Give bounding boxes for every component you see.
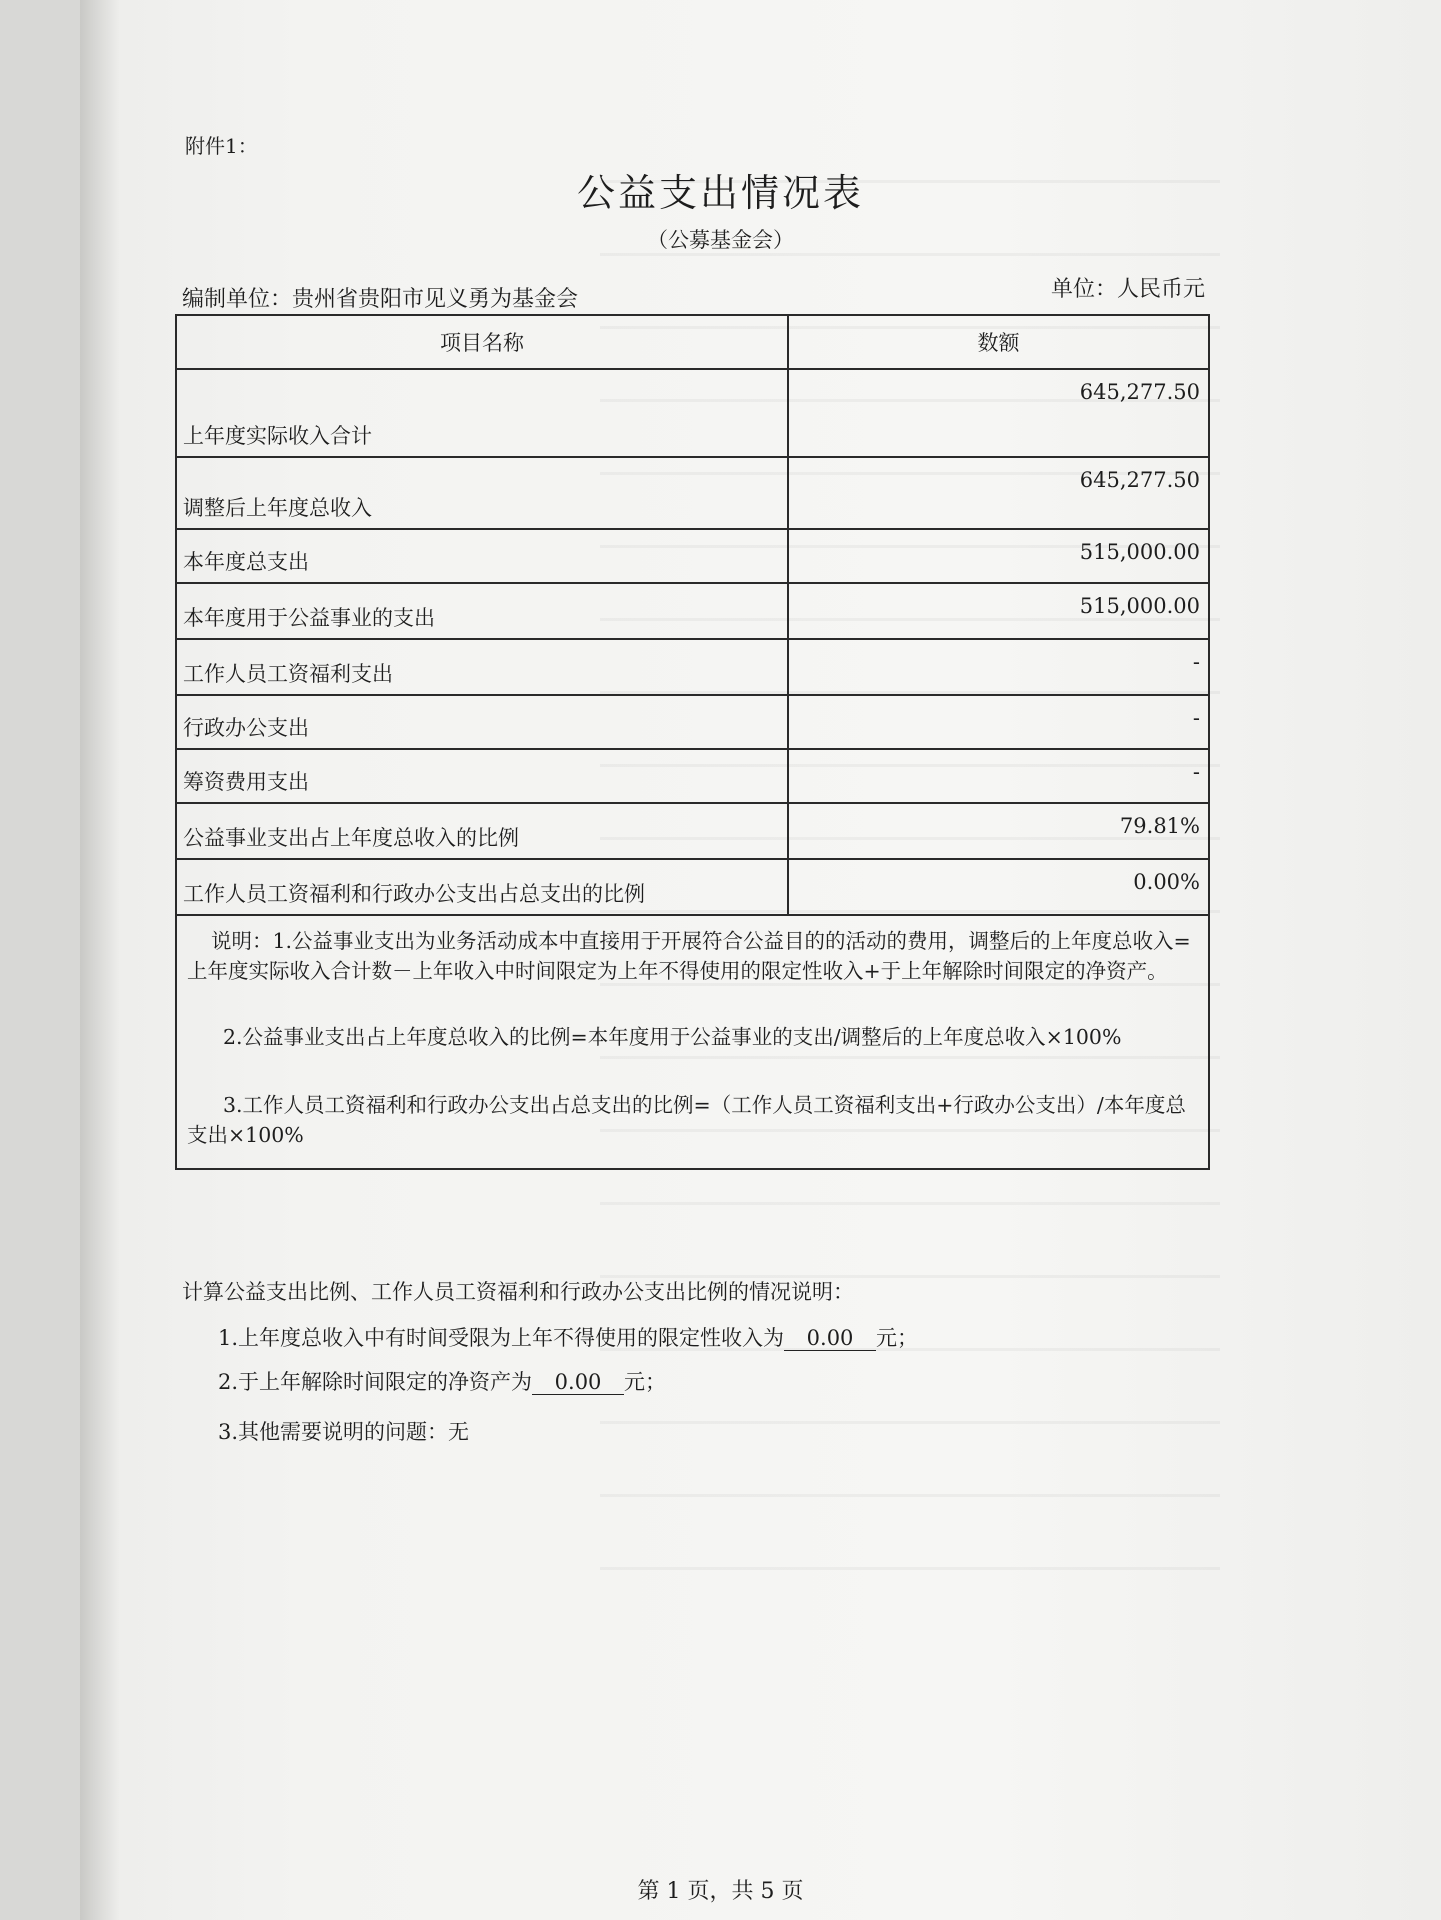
row-label: 调整后上年度总收入: [176, 457, 788, 529]
page-title: 公益支出情况表: [576, 171, 864, 215]
currency-unit-line: 单位：人民币元: [1050, 277, 1205, 302]
row-label: 本年度总支出: [176, 529, 788, 583]
row-value: 645,277.50: [788, 457, 1209, 529]
row-label: 工作人员工资福利和行政办公支出占总支出的比例: [176, 859, 788, 915]
calc-item-1: [218, 1322, 918, 1352]
header-amount: 数额: [788, 315, 1209, 369]
table-row: [176, 457, 1209, 529]
table-row: [176, 803, 1209, 859]
row-value: 645,277.50: [788, 369, 1209, 457]
row-value: 515,000.00: [788, 583, 1209, 639]
table-header-row: [176, 315, 1209, 369]
expenditure-table: [175, 314, 1210, 1170]
calc-item-2-prefix: 2.于上年解除时间限定的净资产为: [218, 1370, 533, 1394]
notes-row: [176, 915, 1209, 1169]
table-row: [176, 583, 1209, 639]
row-label: 公益事业支出占上年度总收入的比例: [176, 803, 788, 859]
row-value: 515,000.00: [788, 529, 1209, 583]
notes-cell: [176, 915, 1209, 1169]
calc-item-1-value: 0.00: [784, 1326, 876, 1351]
row-value: -: [788, 749, 1209, 803]
calc-item-2: [218, 1366, 666, 1396]
table-row: [176, 369, 1209, 457]
row-label: 上年度实际收入合计: [176, 369, 788, 457]
row-label: 行政办公支出: [176, 695, 788, 749]
row-value: -: [788, 695, 1209, 749]
calc-item-2-suffix: 元；: [624, 1370, 667, 1394]
calc-item-1-suffix: 元；: [876, 1326, 919, 1350]
table-row: [176, 859, 1209, 915]
row-label: 本年度用于公益事业的支出: [176, 583, 788, 639]
row-label: 筹资费用支出: [176, 749, 788, 803]
calc-heading: 计算公益支出比例、工作人员工资福利和行政办公支出比例的情况说明：: [182, 1280, 854, 1304]
note-1: 说明：1.公益事业支出为业务活动成本中直接用于开展符合公益目的的活动的费用，调整后的上年度总收入=上年度实际收入合计数－上年收入中时间限定为上年不得使用的限定性收入+于上年解除时间限定的净资产。: [187, 929, 1191, 983]
table-row: [176, 749, 1209, 803]
row-value: 0.00%: [788, 859, 1209, 915]
row-value: -: [788, 639, 1209, 695]
annex-label: 附件1：: [185, 134, 258, 158]
calc-item-2-value: 0.00: [532, 1370, 624, 1395]
calc-item-1-prefix: 1.上年度总收入中有时间受限为上年不得使用的限定性收入为: [218, 1326, 785, 1350]
table-row: [176, 639, 1209, 695]
page-number-footer: 第 1 页，共 5 页: [637, 1879, 804, 1904]
table-row: [176, 695, 1209, 749]
note-3: 3.工作人员工资福利和行政办公支出占总支出的比例=（工作人员工资福利支出+行政办公支出）/本年度总支出×100%: [187, 1093, 1186, 1147]
table-row: [176, 529, 1209, 583]
calc-item-3: 3.其他需要说明的问题：无: [218, 1420, 470, 1444]
row-label: 工作人员工资福利支出: [176, 639, 788, 695]
organization-line: 编制单位：贵州省贵阳市见义勇为基金会: [182, 287, 579, 312]
row-value: 79.81%: [788, 803, 1209, 859]
note-2: 2.公益事业支出占上年度总收入的比例=本年度用于公益事业的支出/调整后的上年度总收入×100%: [223, 1025, 1122, 1049]
header-item-name: 项目名称: [176, 315, 788, 369]
page-subtitle: （公募基金会）: [647, 228, 794, 252]
